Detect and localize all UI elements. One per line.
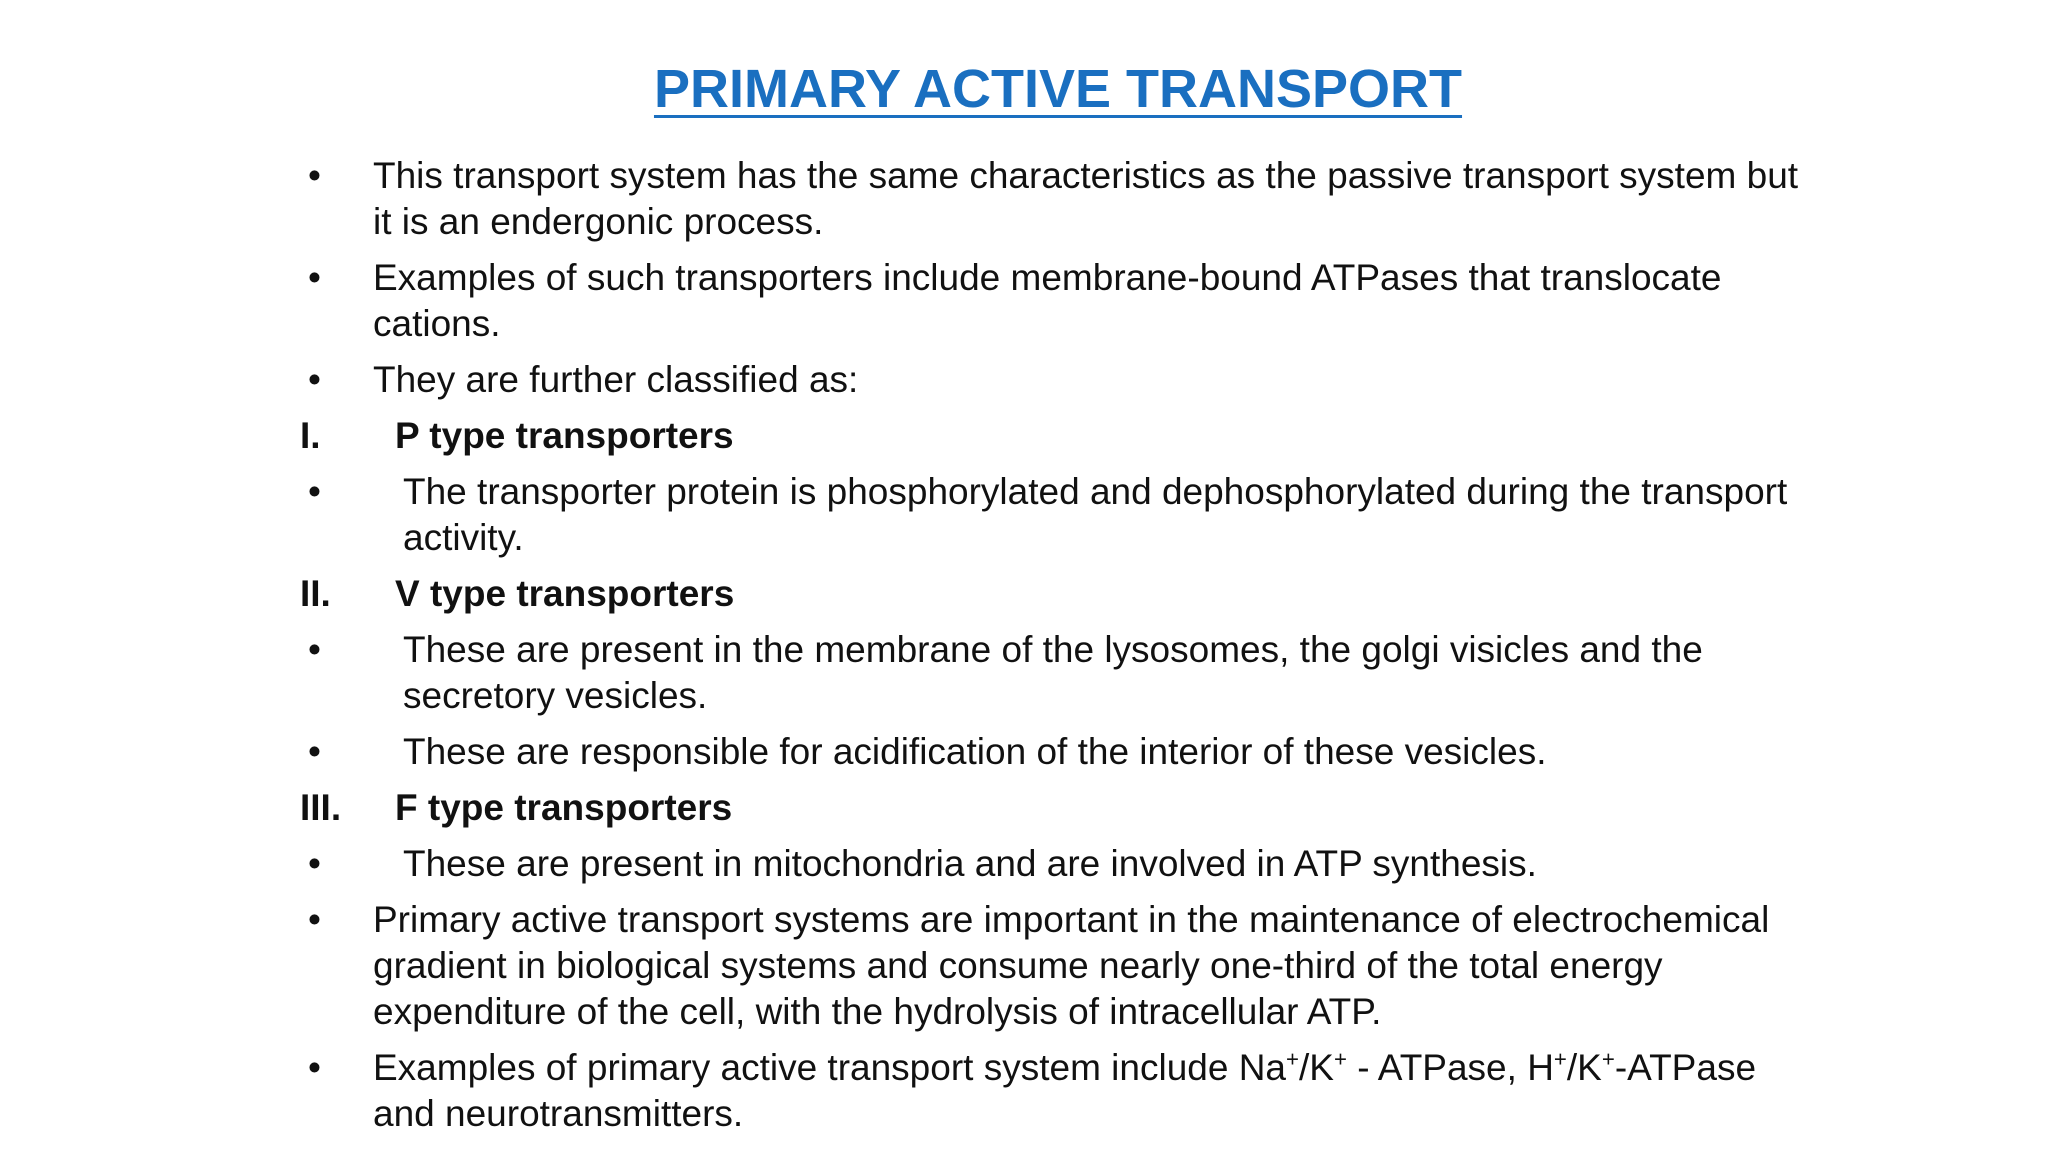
bullet-text: They are further classified as: — [373, 359, 859, 400]
bullet-marker: • — [308, 471, 321, 512]
bullet-text: The transporter protein is phosphorylated and dephosphorylated during the transport activity. — [403, 471, 1788, 558]
roman-numeral: III. — [300, 787, 342, 828]
bullet-text: This transport system has the same characteristics as the passive transport system but it is an endergonic process. — [373, 155, 1799, 242]
bullet-marker: • — [308, 629, 321, 670]
bullet-text: Examples of such transporters include membrane-bound ATPases that translocate cations. — [373, 257, 1722, 344]
text-segment: - ATPase, H — [1346, 1047, 1554, 1088]
bullet-marker: • — [308, 257, 321, 298]
roman-numeral: II. — [300, 573, 331, 614]
text-segment: -ATPase and neurotransmitters. — [373, 1047, 1757, 1134]
superscript-plus: + — [1601, 1046, 1615, 1072]
bullet-text: These are present in the membrane of the lysosomes, the golgi visicles and the secretory vesicles. — [403, 629, 1703, 716]
bullet-marker: • — [308, 155, 321, 196]
bullet-item — [300, 1045, 1820, 1137]
superscript-plus: + — [1553, 1046, 1567, 1072]
section-heading-text: F type transporters — [395, 787, 733, 828]
bullet-marker: • — [308, 731, 321, 772]
bullet-item — [300, 357, 1820, 403]
text-segment: /K — [1566, 1047, 1602, 1088]
section-heading-f-type — [300, 785, 1820, 831]
bullet-item — [300, 153, 1820, 245]
sub-bullet-item — [300, 841, 1820, 887]
bullet-item — [300, 255, 1820, 347]
superscript-plus: + — [1333, 1046, 1347, 1072]
section-heading-text: P type transporters — [395, 415, 734, 456]
superscript-plus: + — [1286, 1046, 1299, 1072]
bullet-marker: • — [308, 843, 321, 884]
bullet-text: These are present in mitochondria and are involved in ATP synthesis. — [403, 843, 1537, 884]
sub-bullet-item — [300, 729, 1820, 775]
roman-numeral: I. — [300, 415, 321, 456]
bullet-marker: • — [308, 1047, 321, 1088]
bullet-text: These are responsible for acidification of the interior of these vesicles. — [403, 731, 1547, 772]
bullet-text: Primary active transport systems are important in the maintenance of electrochemical gradient in biological systems and consume nearly one-third of the total energy expenditure of the cell, with the hydrolysis of intracellular ATP. — [373, 899, 1770, 1032]
sub-bullet-item — [300, 469, 1820, 561]
bullet-marker: • — [308, 359, 321, 400]
text-segment: /K — [1298, 1047, 1334, 1088]
sub-bullet-item — [300, 627, 1820, 719]
text-segment: Examples of primary active transport system include Na — [373, 1047, 1287, 1088]
bullet-text — [373, 1045, 1820, 1137]
slide-title: PRIMARY ACTIVE TRANSPORT — [653, 59, 1463, 119]
section-heading-text: V type transporters — [395, 573, 735, 614]
slide-content — [300, 153, 1820, 1147]
section-heading-p-type — [300, 413, 1820, 459]
bullet-marker: • — [308, 899, 321, 940]
bullet-item — [300, 897, 1820, 1035]
section-heading-v-type — [300, 571, 1820, 617]
